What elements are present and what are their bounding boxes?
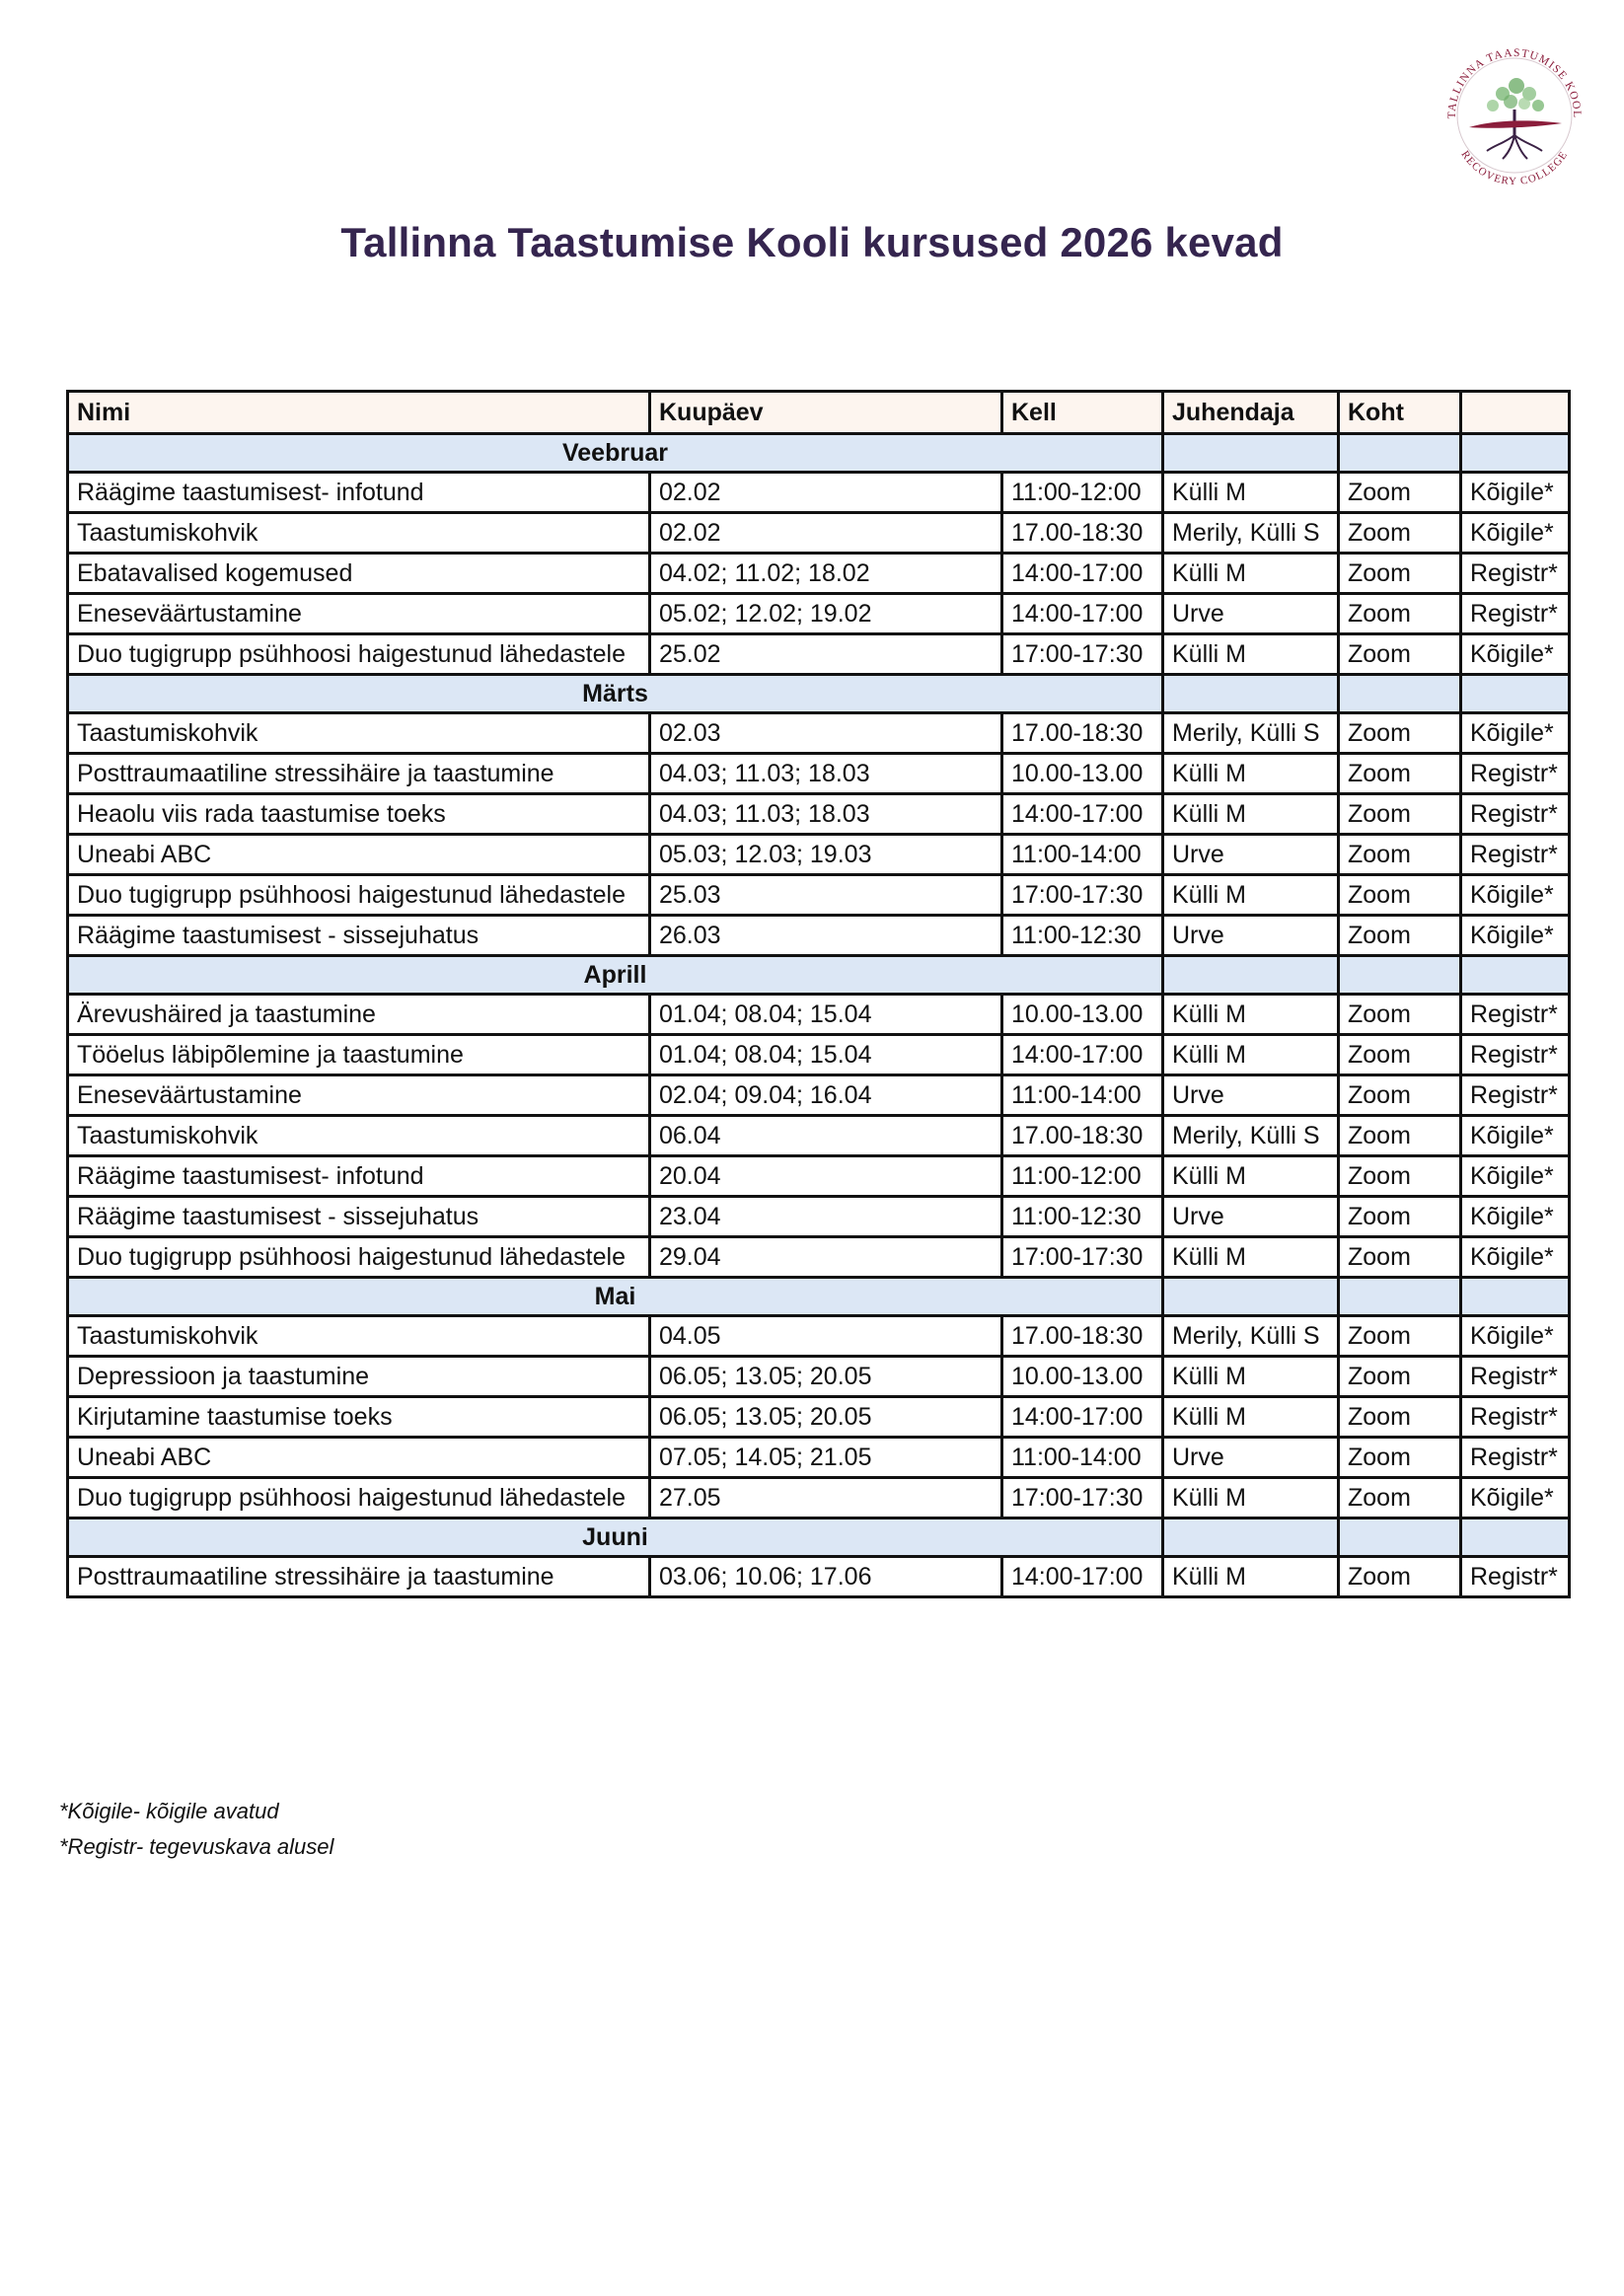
course-leader: Külli M — [1163, 875, 1339, 916]
table-row — [68, 1316, 1570, 1357]
table-row — [68, 916, 1570, 956]
svg-text:RECOVERY COLLEGE — [1458, 149, 1570, 187]
month-row-spacer — [1461, 434, 1570, 473]
tree-icon — [1487, 78, 1544, 159]
course-date: 06.05; 13.05; 20.05 — [650, 1357, 1002, 1397]
course-leader: Urve — [1163, 916, 1339, 956]
course-place: Zoom — [1339, 1035, 1461, 1075]
table-row — [68, 875, 1570, 916]
table-row — [68, 1237, 1570, 1278]
course-schedule-table — [66, 390, 1571, 1598]
course-access: Kõigile* — [1461, 634, 1570, 675]
month-row-spacer — [1163, 434, 1339, 473]
course-place: Zoom — [1339, 875, 1461, 916]
course-access: Registr* — [1461, 594, 1570, 634]
course-time: 17.00-18:30 — [1002, 513, 1163, 554]
table-row — [68, 1035, 1570, 1075]
course-time: 17:00-17:30 — [1002, 634, 1163, 675]
course-leader: Külli M — [1163, 754, 1339, 794]
month-label: Märts — [68, 675, 1163, 713]
course-time: 14:00-17:00 — [1002, 1397, 1163, 1438]
course-place: Zoom — [1339, 594, 1461, 634]
course-date: 01.04; 08.04; 15.04 — [650, 995, 1002, 1035]
header-time: Kell — [1002, 392, 1163, 434]
month-row-spacer — [1461, 956, 1570, 995]
course-date: 04.05 — [650, 1316, 1002, 1357]
course-place: Zoom — [1339, 1237, 1461, 1278]
course-access: Kõigile* — [1461, 473, 1570, 513]
course-place: Zoom — [1339, 713, 1461, 754]
table-row — [68, 754, 1570, 794]
course-place: Zoom — [1339, 1156, 1461, 1197]
course-place: Zoom — [1339, 1197, 1461, 1237]
month-row — [68, 956, 1570, 995]
course-name: Depressioon ja taastumine — [68, 1357, 650, 1397]
course-name: Uneabi ABC — [68, 1438, 650, 1478]
course-name: Uneabi ABC — [68, 835, 650, 875]
course-place: Zoom — [1339, 835, 1461, 875]
course-name: Eneseväärtustamine — [68, 594, 650, 634]
logo-ring-bottom-text: RECOVERY COLLEGE — [1458, 148, 1571, 188]
course-access: Registr* — [1461, 1397, 1570, 1438]
month-label: Juuni — [68, 1518, 1163, 1557]
course-place: Zoom — [1339, 916, 1461, 956]
table-row — [68, 794, 1570, 835]
logo-ring-top-text: TALLINNA TAASTUMISE KOOL — [1445, 46, 1584, 119]
course-time: 10.00-13.00 — [1002, 754, 1163, 794]
course-time: 11:00-14:00 — [1002, 835, 1163, 875]
course-time: 17.00-18:30 — [1002, 713, 1163, 754]
course-name: Eneseväärtustamine — [68, 1075, 650, 1116]
course-access: Registr* — [1461, 995, 1570, 1035]
course-date: 04.02; 11.02; 18.02 — [650, 554, 1002, 594]
course-date: 06.05; 13.05; 20.05 — [650, 1397, 1002, 1438]
course-time: 17.00-18:30 — [1002, 1116, 1163, 1156]
header-name: Nimi — [68, 392, 650, 434]
course-access: Registr* — [1461, 1035, 1570, 1075]
course-date: 27.05 — [650, 1478, 1002, 1518]
course-name: Duo tugigrupp psühhoosi haigestunud lähedastele — [68, 1478, 650, 1518]
course-name: Räägime taastumisest- infotund — [68, 1156, 650, 1197]
course-place: Zoom — [1339, 1557, 1461, 1597]
course-access: Registr* — [1461, 1357, 1570, 1397]
course-name: Posttraumaatiline stressihäire ja taastumine — [68, 1557, 650, 1597]
course-date: 01.04; 08.04; 15.04 — [650, 1035, 1002, 1075]
course-name: Ebatavalised kogemused — [68, 554, 650, 594]
course-time: 11:00-14:00 — [1002, 1438, 1163, 1478]
table-row — [68, 713, 1570, 754]
table-row — [68, 1357, 1570, 1397]
month-row-spacer — [1339, 956, 1461, 995]
course-name: Heaolu viis rada taastumise toeks — [68, 794, 650, 835]
table-row — [68, 634, 1570, 675]
course-date: 25.03 — [650, 875, 1002, 916]
course-leader: Urve — [1163, 1438, 1339, 1478]
course-leader: Külli M — [1163, 634, 1339, 675]
course-access: Kõigile* — [1461, 1316, 1570, 1357]
course-access: Kõigile* — [1461, 1478, 1570, 1518]
table-row — [68, 1075, 1570, 1116]
course-date: 05.02; 12.02; 19.02 — [650, 594, 1002, 634]
course-time: 14:00-17:00 — [1002, 1035, 1163, 1075]
course-leader: Külli M — [1163, 1357, 1339, 1397]
course-place: Zoom — [1339, 473, 1461, 513]
course-name: Tööelus läbipõlemine ja taastumine — [68, 1035, 650, 1075]
course-time: 17:00-17:30 — [1002, 1478, 1163, 1518]
course-leader: Külli M — [1163, 1035, 1339, 1075]
course-date: 29.04 — [650, 1237, 1002, 1278]
course-time: 11:00-12:00 — [1002, 1156, 1163, 1197]
header-access — [1461, 392, 1570, 434]
month-row-spacer — [1461, 1278, 1570, 1316]
course-date: 02.02 — [650, 473, 1002, 513]
month-row-spacer — [1163, 956, 1339, 995]
course-date: 03.06; 10.06; 17.06 — [650, 1557, 1002, 1597]
course-date: 05.03; 12.03; 19.03 — [650, 835, 1002, 875]
logo-swoosh — [1469, 120, 1562, 127]
course-time: 11:00-12:00 — [1002, 473, 1163, 513]
course-access: Registr* — [1461, 835, 1570, 875]
course-time: 10.00-13.00 — [1002, 1357, 1163, 1397]
month-label: Mai — [68, 1278, 1163, 1316]
table-row — [68, 1438, 1570, 1478]
course-leader: Külli M — [1163, 473, 1339, 513]
table-row — [68, 995, 1570, 1035]
course-time: 14:00-17:00 — [1002, 1557, 1163, 1597]
course-place: Zoom — [1339, 754, 1461, 794]
month-row-spacer — [1163, 675, 1339, 713]
month-label: Aprill — [68, 956, 1163, 995]
course-place: Zoom — [1339, 794, 1461, 835]
table-row — [68, 473, 1570, 513]
course-place: Zoom — [1339, 554, 1461, 594]
course-leader: Urve — [1163, 594, 1339, 634]
course-place: Zoom — [1339, 995, 1461, 1035]
course-time: 11:00-12:30 — [1002, 916, 1163, 956]
month-label: Veebruar — [68, 434, 1163, 473]
header-leader: Juhendaja — [1163, 392, 1339, 434]
course-access: Registr* — [1461, 1557, 1570, 1597]
table-row — [68, 1116, 1570, 1156]
month-row — [68, 1518, 1570, 1557]
course-date: 25.02 — [650, 634, 1002, 675]
course-date: 02.03 — [650, 713, 1002, 754]
course-leader: Merily, Külli S — [1163, 1116, 1339, 1156]
course-place: Zoom — [1339, 1316, 1461, 1357]
course-leader: Merily, Külli S — [1163, 713, 1339, 754]
table-row — [68, 1478, 1570, 1518]
course-name: Ärevushäired ja taastumine — [68, 995, 650, 1035]
table-row — [68, 513, 1570, 554]
course-date: 02.04; 09.04; 16.04 — [650, 1075, 1002, 1116]
table-row — [68, 1197, 1570, 1237]
course-place: Zoom — [1339, 1478, 1461, 1518]
course-place: Zoom — [1339, 1075, 1461, 1116]
course-access: Kõigile* — [1461, 1237, 1570, 1278]
course-name: Taastumiskohvik — [68, 1116, 650, 1156]
course-leader: Urve — [1163, 1197, 1339, 1237]
course-access: Kõigile* — [1461, 916, 1570, 956]
course-date: 23.04 — [650, 1197, 1002, 1237]
course-name: Taastumiskohvik — [68, 513, 650, 554]
course-leader: Merily, Külli S — [1163, 513, 1339, 554]
course-time: 14:00-17:00 — [1002, 794, 1163, 835]
course-access: Kõigile* — [1461, 1197, 1570, 1237]
month-row-spacer — [1461, 1518, 1570, 1557]
course-time: 17.00-18:30 — [1002, 1316, 1163, 1357]
course-place: Zoom — [1339, 634, 1461, 675]
page-title: Tallinna Taastumise Kooli kursused 2026 kevad — [340, 219, 1284, 265]
month-row-spacer — [1163, 1518, 1339, 1557]
course-name: Duo tugigrupp psühhoosi haigestunud lähedastele — [68, 1237, 650, 1278]
course-time: 11:00-14:00 — [1002, 1075, 1163, 1116]
course-access: Kõigile* — [1461, 713, 1570, 754]
course-leader: Külli M — [1163, 995, 1339, 1035]
course-place: Zoom — [1339, 1397, 1461, 1438]
course-name: Räägime taastumisest- infotund — [68, 473, 650, 513]
course-name: Räägime taastumisest - sissejuhatus — [68, 1197, 650, 1237]
course-leader: Külli M — [1163, 554, 1339, 594]
footnotes — [59, 1794, 333, 1865]
footnote-koigile: *Kõigile- kõigile avatud — [59, 1799, 279, 1823]
course-access: Registr* — [1461, 794, 1570, 835]
course-name: Taastumiskohvik — [68, 1316, 650, 1357]
footnote-registr: *Registr- tegevuskava alusel — [59, 1834, 334, 1859]
course-name: Räägime taastumisest - sissejuhatus — [68, 916, 650, 956]
course-leader: Merily, Külli S — [1163, 1316, 1339, 1357]
month-row-spacer — [1339, 1518, 1461, 1557]
table-row — [68, 594, 1570, 634]
course-access: Registr* — [1461, 554, 1570, 594]
table-row — [68, 835, 1570, 875]
course-time: 17:00-17:30 — [1002, 875, 1163, 916]
course-access: Kõigile* — [1461, 1156, 1570, 1197]
table-row — [68, 554, 1570, 594]
course-leader: Külli M — [1163, 1156, 1339, 1197]
header-date: Kuupäev — [650, 392, 1002, 434]
course-access: Registr* — [1461, 754, 1570, 794]
course-name: Kirjutamine taastumise toeks — [68, 1397, 650, 1438]
course-leader: Külli M — [1163, 1397, 1339, 1438]
course-access: Kõigile* — [1461, 513, 1570, 554]
course-place: Zoom — [1339, 1357, 1461, 1397]
table-row — [68, 1397, 1570, 1438]
table-row — [68, 1156, 1570, 1197]
course-date: 07.05; 14.05; 21.05 — [650, 1438, 1002, 1478]
recovery-college-logo — [1426, 25, 1603, 202]
header-place: Koht — [1339, 392, 1461, 434]
table-header-row — [68, 392, 1570, 434]
course-time: 14:00-17:00 — [1002, 594, 1163, 634]
course-place: Zoom — [1339, 1116, 1461, 1156]
month-row — [68, 675, 1570, 713]
course-access: Kõigile* — [1461, 1116, 1570, 1156]
course-date: 04.03; 11.03; 18.03 — [650, 794, 1002, 835]
course-leader: Urve — [1163, 835, 1339, 875]
month-row-spacer — [1339, 1278, 1461, 1316]
table-row — [68, 1557, 1570, 1597]
course-name: Duo tugigrupp psühhoosi haigestunud lähedastele — [68, 634, 650, 675]
course-name: Taastumiskohvik — [68, 713, 650, 754]
month-row-spacer — [1461, 675, 1570, 713]
course-date: 26.03 — [650, 916, 1002, 956]
course-place: Zoom — [1339, 513, 1461, 554]
course-time: 14:00-17:00 — [1002, 554, 1163, 594]
course-name: Duo tugigrupp psühhoosi haigestunud lähedastele — [68, 875, 650, 916]
course-access: Registr* — [1461, 1075, 1570, 1116]
course-date: 20.04 — [650, 1156, 1002, 1197]
course-date: 06.04 — [650, 1116, 1002, 1156]
course-date: 02.02 — [650, 513, 1002, 554]
course-date: 04.03; 11.03; 18.03 — [650, 754, 1002, 794]
course-place: Zoom — [1339, 1438, 1461, 1478]
course-access: Registr* — [1461, 1438, 1570, 1478]
course-access: Kõigile* — [1461, 875, 1570, 916]
course-leader: Külli M — [1163, 1478, 1339, 1518]
course-leader: Urve — [1163, 1075, 1339, 1116]
month-row-spacer — [1163, 1278, 1339, 1316]
course-time: 10.00-13.00 — [1002, 995, 1163, 1035]
month-row — [68, 434, 1570, 473]
course-time: 17:00-17:30 — [1002, 1237, 1163, 1278]
course-leader: Külli M — [1163, 1237, 1339, 1278]
course-name: Posttraumaatiline stressihäire ja taastumine — [68, 754, 650, 794]
course-leader: Külli M — [1163, 794, 1339, 835]
month-row — [68, 1278, 1570, 1316]
course-time: 11:00-12:30 — [1002, 1197, 1163, 1237]
course-leader: Külli M — [1163, 1557, 1339, 1597]
month-row-spacer — [1339, 434, 1461, 473]
month-row-spacer — [1339, 675, 1461, 713]
